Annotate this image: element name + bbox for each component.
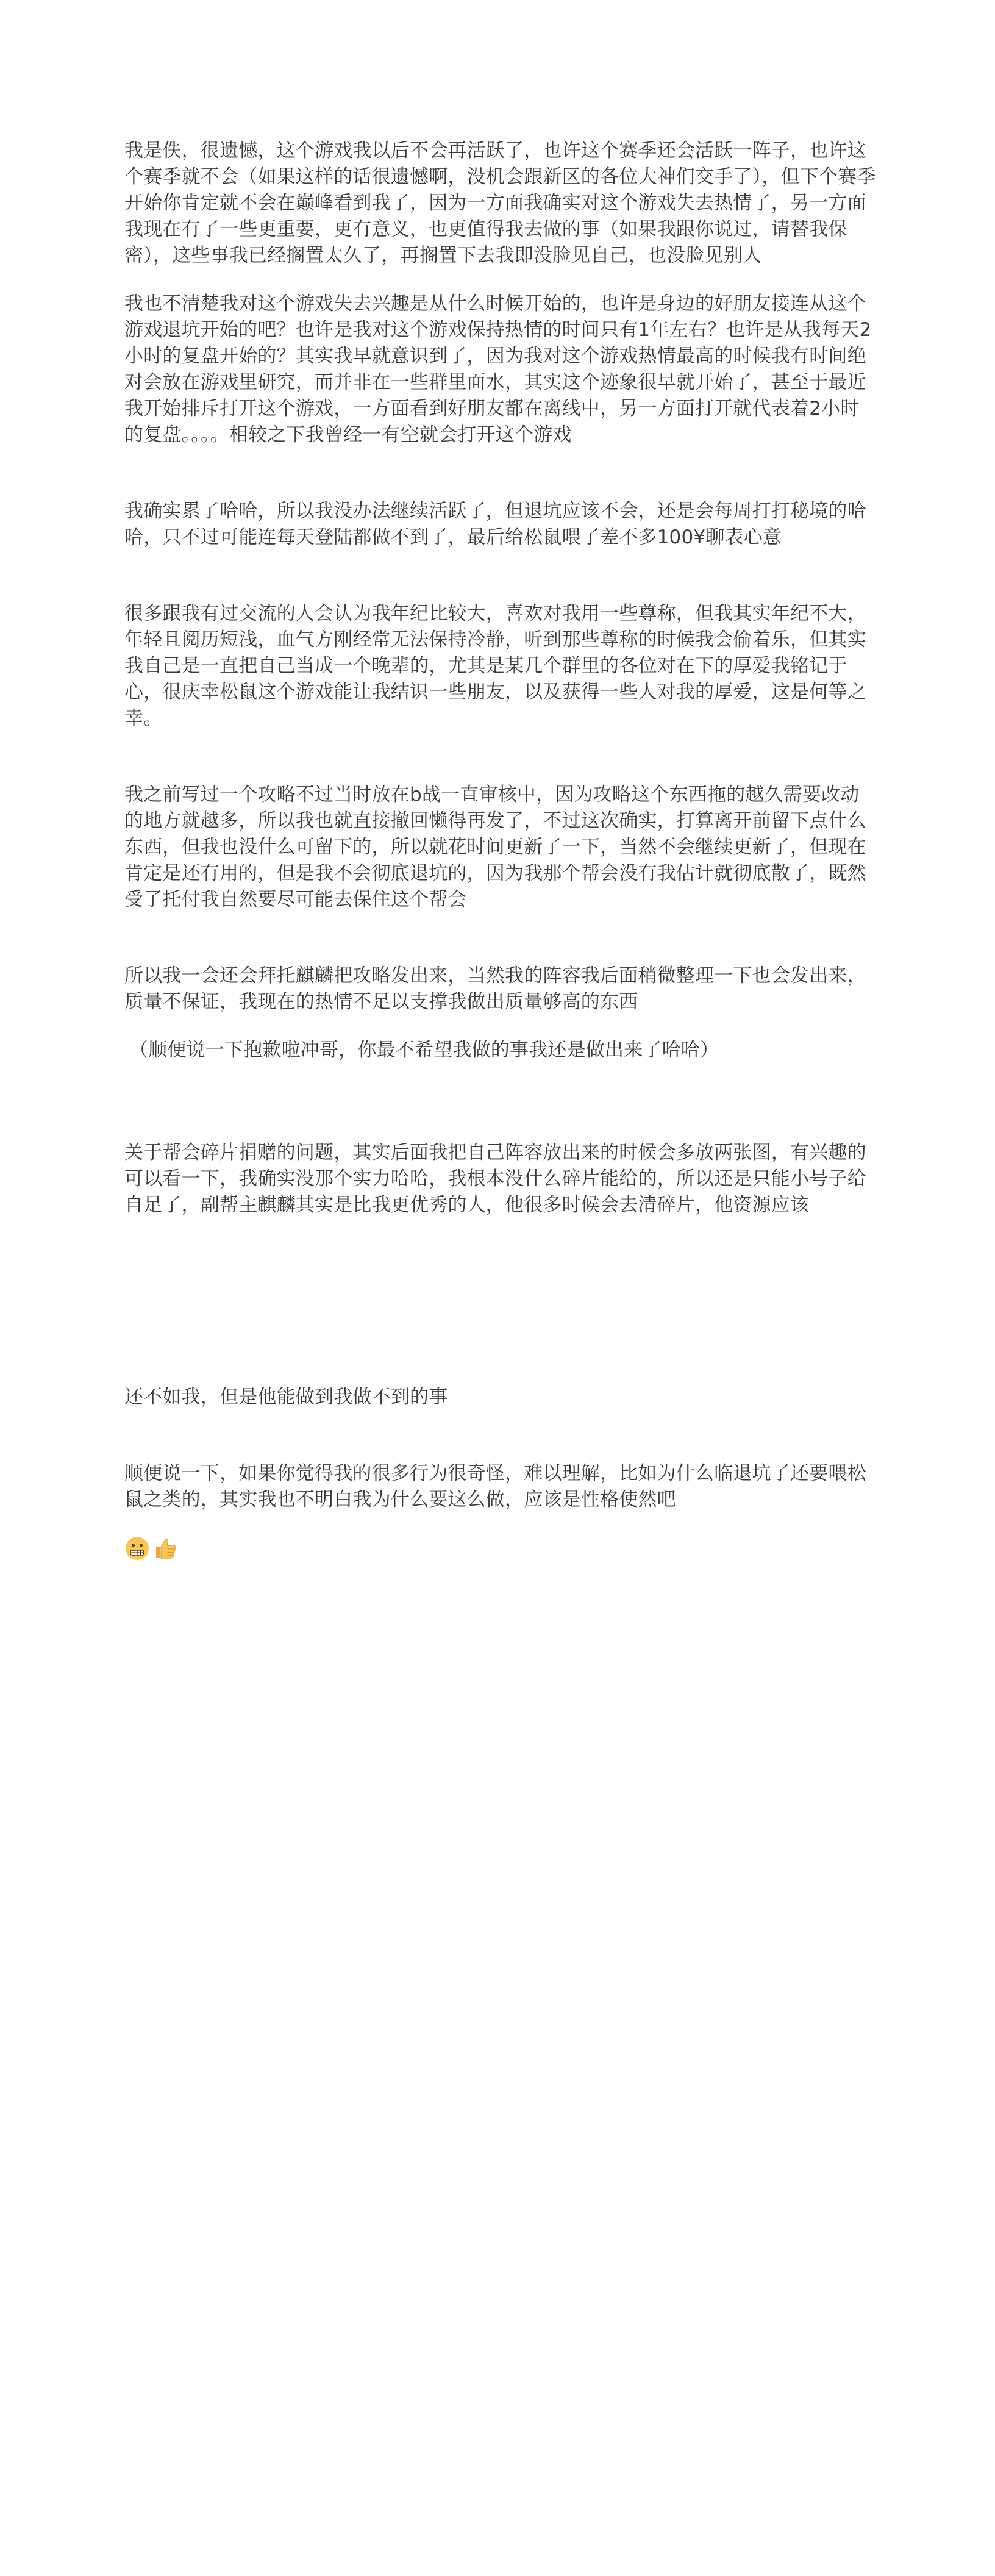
- thumbs-up-icon: [152, 1536, 178, 1561]
- paragraph-9: 还不如我，但是他能做到我做不到的事: [124, 1386, 448, 1408]
- paragraph-10: 顺便说一下，如果你觉得我的很多行为很奇怪，难以理解，比如为什么临退坑了还要喂松鼠之类的，其实我也不明白我为什么要这么做，应该是性格使然吧: [124, 1462, 866, 1511]
- document-body: [124, 138, 878, 1562]
- paragraph-5: 我之前写过一个攻略不过当时放在b战一直审核中，因为攻略这个东西拖的越久需要改动的地方就越多，所以我也就直接撤回懒得再发了，不过这次确实，打算离开前留下点什么东西，但我也没什么可留下的，所以就花时间更新了一下，当然不会继续更新了，但现在肯定是还有用的，但是我不会彻底退坑的，因为我那个帮会没有我估计就彻底散了，既然受了托付我自然要尽可能去保住这个帮会: [124, 784, 866, 911]
- paragraph-2: 我也不清楚我对这个游戏失去兴趣是从什么时候开始的，也许是身边的好朋友接连从这个游戏退坑开始的吧？也许是我对这个游戏保持热情的时间只有1年左右？也许是从我每天2小时的复盘开始的？其实我早就意识到了，因为我对这个游戏热情最高的时候我有时间绝对会放在游戏里研究，而并非在一些群里面水，其实这个迹象很早就开始了，甚至于最近我开始排斥打开这个游戏，一方面看到好朋友都在离线中，另一方面打开就代表着2小时的复盘。。。。相较之下我曾经一有空就会打开这个游戏: [124, 293, 872, 446]
- paragraph-8: 关于帮会碎片捐赠的问题，其实后面我把自己阵容放出来的时候会多放两张图，有兴趣的可以看一下，我确实没那个实力哈哈，我根本没什么碎片能给的，所以还是只能小号子给自足了，副帮主麒麟其实是比我更优秀的人，他很多时候会去清碎片，他资源应该: [124, 1142, 866, 1216]
- paragraph-4: 很多跟我有过交流的人会认为我年纪比较大，喜欢对我用一些尊称，但我其实年纪不大，年轻且阅历短浅，血气方刚经常无法保持冷静，听到那些尊称的时候我会偷着乐，但其实我自己是一直把自己当成一个晚辈的，尤其是某几个群里的各位对在下的厚爱我铭记于心，很庆幸松鼠这个游戏能让我结识一些朋友，以及获得一些人对我的厚爱，这是何等之幸。: [124, 603, 866, 729]
- paragraph-7: （顺便说一下抱歉啦冲哥，你最不希望我做的事我还是做出来了哈哈）: [129, 1039, 719, 1061]
- paragraph-3: 我确实累了哈哈，所以我没办法继续活跃了，但退坑应该不会，还是会每周打打秘境的哈哈，只不过可能连每天登陆都做不到了，最后给松鼠喂了差不多100¥聊表心意: [124, 500, 866, 548]
- grimacing-face-icon: [124, 1536, 150, 1561]
- emoji-row: [124, 1535, 878, 1562]
- paragraph-6: 所以我一会还会拜托麒麟把攻略发出来，当然我的阵容我后面稍微整理一下也会发出来，质量不保证，我现在的热情不足以支撑我做出质量够高的东西: [124, 965, 866, 1013]
- paragraph-1: 我是佚，很遗憾，这个游戏我以后不会再活跃了，也许这个赛季还会活跃一阵子，也许这个赛季就不会（如果这样的话很遗憾啊，没机会跟新区的各位大神们交手了），但下个赛季开始你肯定就不会在巅峰看到我了，因为一方面我确实对这个游戏失去热情了，另一方面我现在有了一些更重要，更有意义，也更值得我去做的事（如果我跟你说过，请替我保密），这些事我已经搁置太久了，再搁置下去我即没脸见自己，也没脸见别人: [124, 140, 876, 267]
